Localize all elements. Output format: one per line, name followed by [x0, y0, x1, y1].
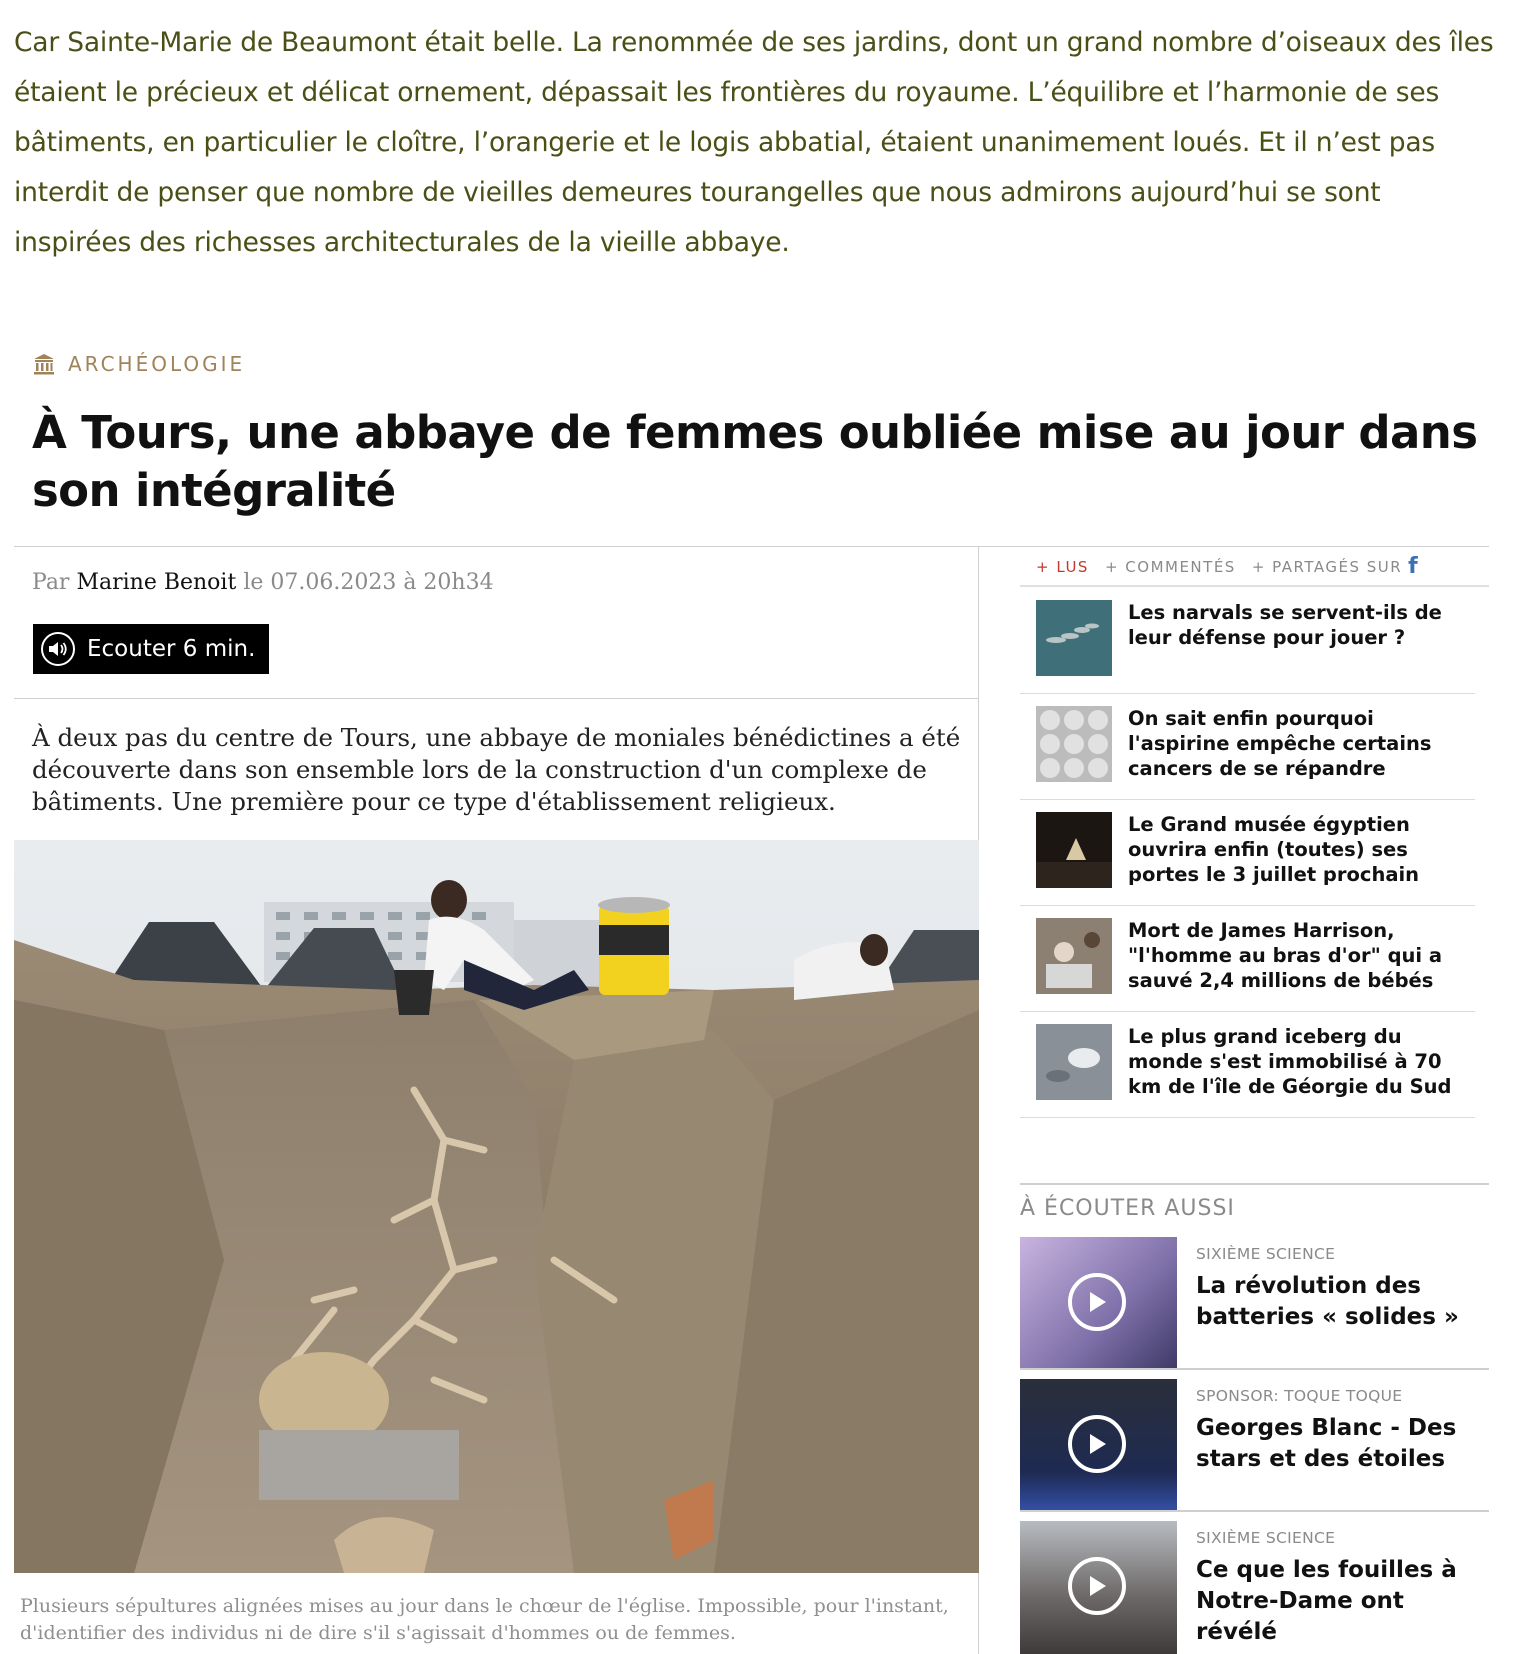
- divider: [1020, 1510, 1489, 1512]
- list-item-title: Mort de James Harrison, "l'homme au bras d'or" qui a sauvé 2,4 millions de bébés: [1128, 919, 1443, 992]
- author-link[interactable]: Marine Benoit: [76, 570, 237, 595]
- podcast-title: Ce que les fouilles à Notre-Dame ont révélé: [1196, 1557, 1457, 1645]
- play-icon[interactable]: [1068, 1273, 1126, 1331]
- article-thumbnail: [1036, 600, 1112, 676]
- tab-most-read[interactable]: + LUS: [1036, 557, 1089, 576]
- article-title: À Tours, une abbaye de femmes oubliée mise au jour dans son intégralité: [32, 406, 1478, 517]
- list-item[interactable]: [1020, 1012, 1475, 1118]
- divider: [14, 698, 978, 699]
- podcast-title: La révolution des batteries « solides »: [1196, 1273, 1459, 1330]
- podcast-title: Georges Blanc - Des stars et des étoiles: [1196, 1415, 1457, 1472]
- article-thumbnail: [1036, 1024, 1112, 1100]
- most-read-list: [1020, 588, 1475, 1118]
- play-icon[interactable]: [1068, 1557, 1126, 1615]
- category-kicker[interactable]: [32, 352, 245, 376]
- play-icon[interactable]: [1068, 1415, 1126, 1473]
- listen-section-heading: À ÉCOUTER AUSSI: [1020, 1196, 1235, 1221]
- list-item-title: Le plus grand iceberg du monde s'est immobilisé à 70 km de l'île de Géorgie du Sud: [1128, 1025, 1452, 1098]
- facebook-icon: f: [1408, 554, 1418, 579]
- publish-date: le 07.06.2023 à 20h34: [243, 570, 494, 595]
- list-item[interactable]: [1020, 800, 1475, 906]
- list-item[interactable]: [1020, 694, 1475, 800]
- speaker-icon: [41, 632, 75, 666]
- list-item-title: Les narvals se servent-ils de leur défense pour jouer ?: [1128, 601, 1442, 649]
- list-item-title: On sait enfin pourquoi l'aspirine empêche certains cancers de se répandre: [1128, 707, 1432, 780]
- tab-most-shared-label: + PARTAGÉS SUR: [1251, 557, 1403, 576]
- podcast-thumbnail: [1020, 1521, 1177, 1654]
- listen-button[interactable]: [33, 624, 269, 674]
- article-thumbnail: [1036, 812, 1112, 888]
- podcast-card[interactable]: [1020, 1521, 1489, 1654]
- podcast-card[interactable]: [1020, 1237, 1489, 1370]
- listen-label: Ecouter 6 min.: [87, 636, 256, 662]
- divider: [1020, 1183, 1489, 1185]
- podcast-card[interactable]: [1020, 1379, 1489, 1512]
- photo-caption: Plusieurs sépultures alignées mises au jour dans le chœur de l'église. Impossible, pour l'instant, d'identifier des individus ni de dire s'il s'agissait d'hommes ou de femmes.: [20, 1595, 949, 1644]
- divider: [14, 546, 1489, 547]
- list-item[interactable]: [1020, 906, 1475, 1012]
- tab-most-commented[interactable]: + COMMENTÉS: [1104, 557, 1236, 576]
- podcast-category: SPONSOR: TOQUE TOQUE: [1196, 1387, 1403, 1405]
- category-label: ARCHÉOLOGIE: [68, 352, 246, 376]
- list-item[interactable]: [1020, 588, 1475, 694]
- excavation-photo[interactable]: [14, 840, 979, 1573]
- article-thumbnail: [1036, 706, 1112, 782]
- intro-paragraph: Car Sainte-Marie de Beaumont était belle. La renommée de ses jardins, dont un grand nombre d’oiseaux des îles étaient le précieux et délicat ornement, dépassait les frontières du royaume. L’équilibre et l’harmonie de ses bâtiments, en particulier le cloître, l’orangerie et le logis abbatial, étaient unanimement loués. Et il n’est pas interdit de penser que nombre de vieilles demeures tourangelles que nous admirons aujourd’hui se sont inspirées des richesses architecturales de la vieille abbaye.: [14, 27, 1494, 258]
- list-item-title: Le Grand musée égyptien ouvrira enfin (toutes) ses portes le 3 juillet prochain: [1128, 813, 1420, 886]
- divider: [1020, 1368, 1489, 1370]
- podcast-category: SIXIÈME SCIENCE: [1196, 1529, 1336, 1547]
- byline: [32, 570, 494, 595]
- podcast-category: SIXIÈME SCIENCE: [1196, 1245, 1336, 1263]
- most-popular-tabs: [1020, 548, 1489, 587]
- byline-prefix: Par: [32, 570, 70, 595]
- article-lede: À deux pas du centre de Tours, une abbaye de moniales bénédictines a été découverte dans son ensemble lors de la construction d'un complexe de bâtiments. Une première pour ce type d'établissement religieux.: [32, 723, 961, 816]
- podcast-thumbnail: [1020, 1379, 1177, 1512]
- tab-most-shared[interactable]: [1252, 554, 1418, 579]
- museum-icon: [32, 352, 56, 376]
- podcast-thumbnail: [1020, 1237, 1177, 1370]
- article-thumbnail: [1036, 918, 1112, 994]
